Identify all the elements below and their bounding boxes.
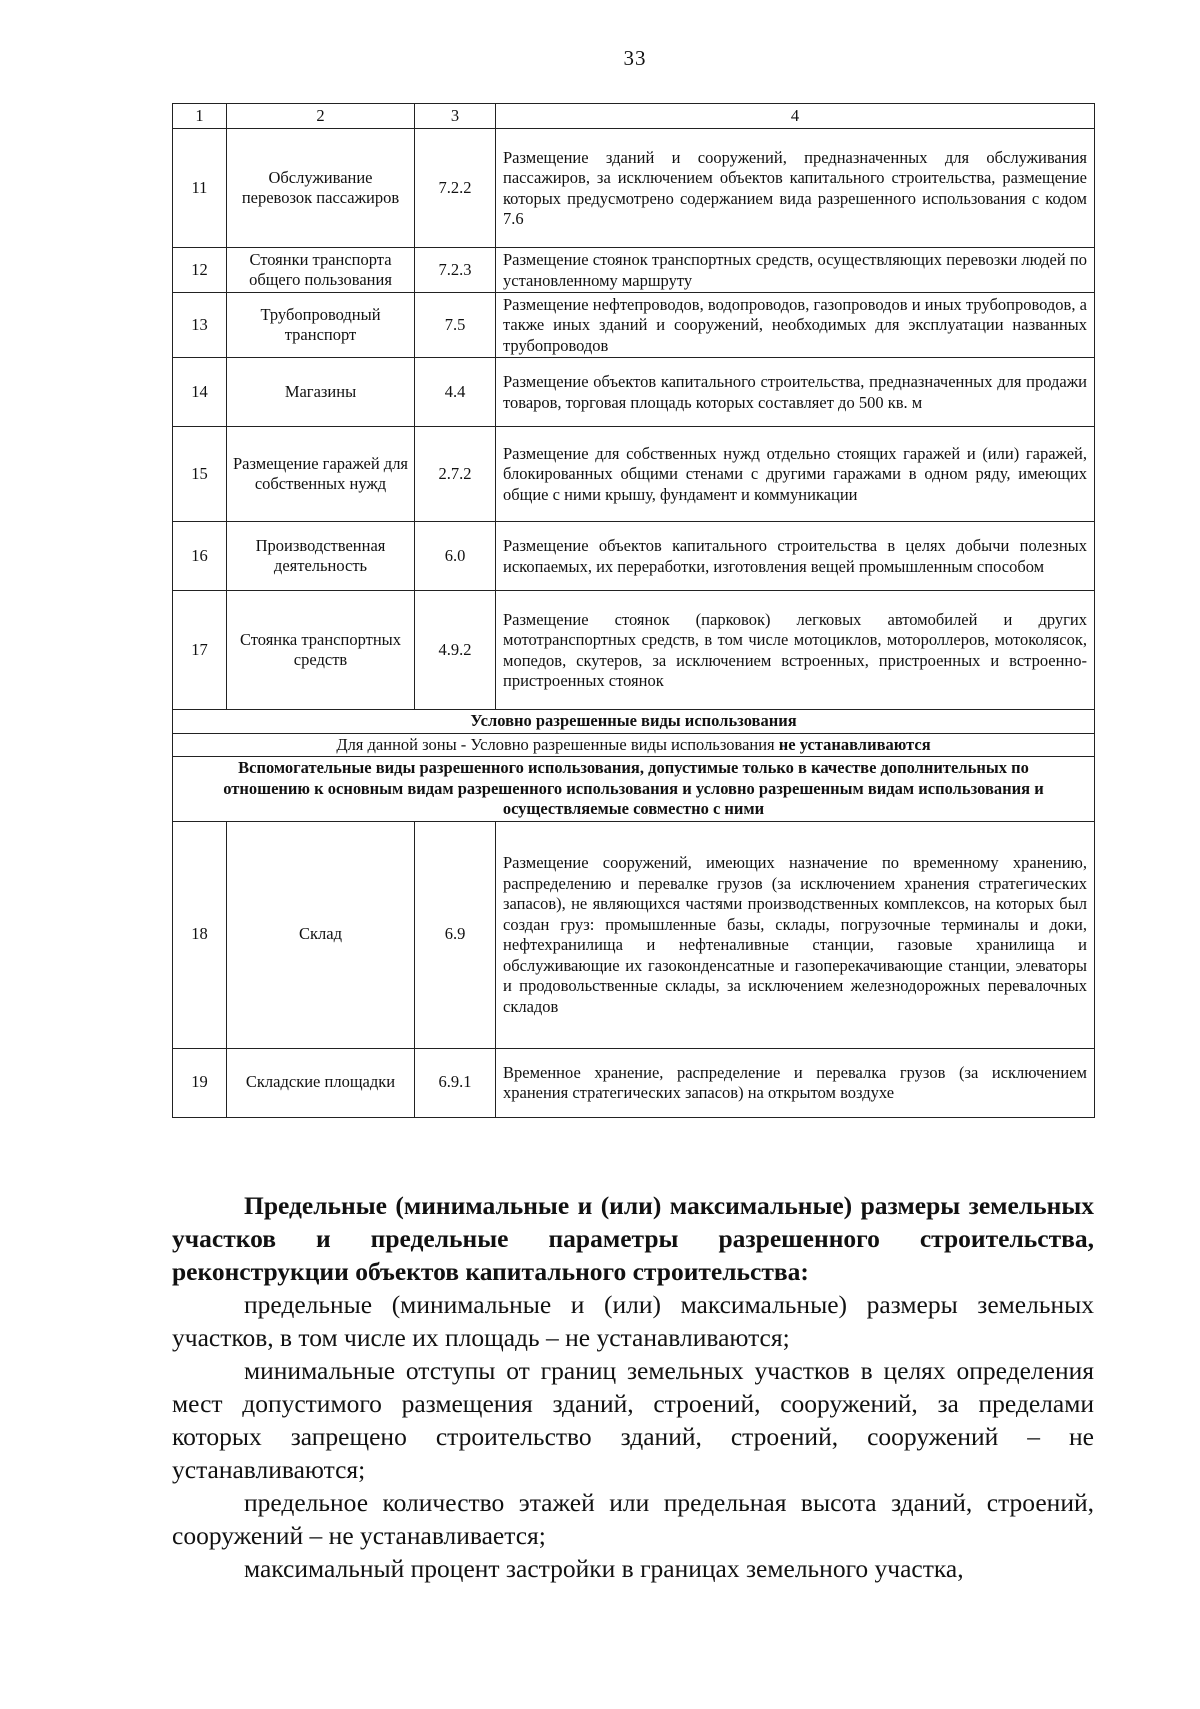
section-heading-auxiliary: Вспомогательные виды разрешенного использования, допустимые только в качестве дополнительных по отношению к основным видам разрешенного использования и условно разрешенным видам использования и осуществляемые совместно с ними — [173, 757, 1095, 822]
use-code: 6.9.1 — [415, 1048, 496, 1117]
use-name: Производственная деятельность — [227, 522, 415, 591]
limits-paragraph: минимальные отступы от границ земельных участков в целях определения мест допустимого размещения зданий, строений, сооружений, за пределами которых запрещено строительство зданий, строений, сооружений – не устанавливаются; — [172, 1356, 1094, 1484]
use-description: Размещение стоянок (парковок) легковых автомобилей и других мототранспортных средств, в том числе мотоциклов, мотороллеров, мотоколясок, мопедов, скутеров, за исключением встроенных, пристроенных и встроенно-пристроенных стоянок — [496, 591, 1095, 710]
column-header: 1 — [173, 104, 227, 129]
limits-paragraph: предельное количество этажей или предельная высота зданий, строений, сооружений – не устанавливается; — [172, 1488, 1094, 1550]
use-name: Трубопроводный транспорт — [227, 293, 415, 358]
table-row — [173, 427, 1095, 522]
table-row — [173, 358, 1095, 427]
conditional-note-bold: не устанавливаются — [778, 734, 931, 754]
row-number: 16 — [173, 522, 227, 591]
row-number: 14 — [173, 358, 227, 427]
permitted-use-table — [172, 103, 1095, 1118]
row-number: 19 — [173, 1048, 227, 1117]
row-number: 11 — [173, 129, 227, 248]
column-header: 2 — [227, 104, 415, 129]
limits-heading: Предельные (минимальные и (или) максимальные) размеры земельных участков и предельные параметры разрешенного строительства, реконструкции объектов капитального строительства: — [172, 1191, 1094, 1286]
section-row-conditional-note — [173, 733, 1095, 757]
use-description: Размещение объектов капитального строительства, предназначенных для продажи товаров, торговая площадь которых составляет до 500 кв. м — [496, 358, 1095, 427]
use-code: 2.7.2 — [415, 427, 496, 522]
row-number: 12 — [173, 248, 227, 293]
use-name: Стоянки транспорта общего пользования — [227, 248, 415, 293]
use-description: Размещение зданий и сооружений, предназначенных для обслуживания пассажиров, за исключением объектов капитального строительства, размещение которых предусмотрено содержанием вида разрешенного использования с кодом 7.6 — [496, 129, 1095, 248]
limits-paragraph: максимальный процент застройки в границах земельного участка, — [244, 1554, 964, 1583]
use-description: Размещение объектов капитального строительства в целях добычи полезных ископаемых, их переработки, изготовления вещей промышленным способом — [496, 522, 1095, 591]
column-header: 4 — [496, 104, 1095, 129]
table-row — [173, 591, 1095, 710]
section-heading-conditional: Условно разрешенные виды использования — [173, 710, 1095, 734]
limits-paragraph: предельные (минимальные и (или) максимальные) размеры земельных участков, в том числе их площадь – не устанавливаются; — [172, 1290, 1094, 1352]
row-number: 18 — [173, 821, 227, 1048]
section-row-auxiliary — [173, 757, 1095, 822]
table-row — [173, 821, 1095, 1048]
use-code: 6.0 — [415, 522, 496, 591]
section-row-conditional — [173, 710, 1095, 734]
table-row — [173, 248, 1095, 293]
table-row — [173, 522, 1095, 591]
use-description: Размещение нефтепроводов, водопроводов, газопроводов и иных трубопроводов, а также иных зданий и сооружений, необходимых для эксплуатации названных трубопроводов — [496, 293, 1095, 358]
use-code: 6.9 — [415, 821, 496, 1048]
use-name: Обслуживание перевозок пассажиров — [227, 129, 415, 248]
use-name: Склад — [227, 821, 415, 1048]
table-header-row — [173, 104, 1095, 129]
row-number: 15 — [173, 427, 227, 522]
table-row — [173, 293, 1095, 358]
use-description: Размещение сооружений, имеющих назначение по временному хранению, распределению и перевалке грузов (за исключением хранения стратегических запасов), не являющихся частями производственных комплексов, на которых был создан груз: промышленные базы, склады, погрузочные терминалы и доки, нефтехранилища и нефтеналивные станции, газовые хранилища и обслуживающие их газоконденсатные и газоперекачивающие станции, элеваторы и продовольственные склады, за исключением железнодорожных перевалочных складов — [496, 821, 1095, 1048]
use-code: 7.2.2 — [415, 129, 496, 248]
table-row — [173, 1048, 1095, 1117]
conditional-note — [173, 733, 1095, 757]
use-name: Магазины — [227, 358, 415, 427]
row-number: 13 — [173, 293, 227, 358]
conditional-note-text: Для данной зоны - Условно разрешенные виды использования — [336, 734, 775, 754]
limits-section — [172, 1189, 1094, 1585]
use-code: 7.5 — [415, 293, 496, 358]
use-code: 4.4 — [415, 358, 496, 427]
use-name: Складские площадки — [227, 1048, 415, 1117]
row-number: 17 — [173, 591, 227, 710]
use-code: 7.2.3 — [415, 248, 496, 293]
column-header: 3 — [415, 104, 496, 129]
use-code: 4.9.2 — [415, 591, 496, 710]
use-name: Размещение гаражей для собственных нужд — [227, 427, 415, 522]
use-description: Временное хранение, распределение и перевалка грузов (за исключением хранения стратегических запасов) на открытом воздухе — [496, 1048, 1095, 1117]
use-description: Размещение для собственных нужд отдельно стоящих гаражей и (или) гаражей, блокированных общими стенами с другими гаражами в одном ряду, имеющих общие с ними крышу, фундамент и коммуникации — [496, 427, 1095, 522]
table-row — [173, 129, 1095, 248]
use-name: Стоянка транспортных средств — [227, 591, 415, 710]
use-description: Размещение стоянок транспортных средств, осуществляющих перевозки людей по установленному маршруту — [496, 248, 1095, 293]
page-number: 33 — [623, 46, 647, 70]
